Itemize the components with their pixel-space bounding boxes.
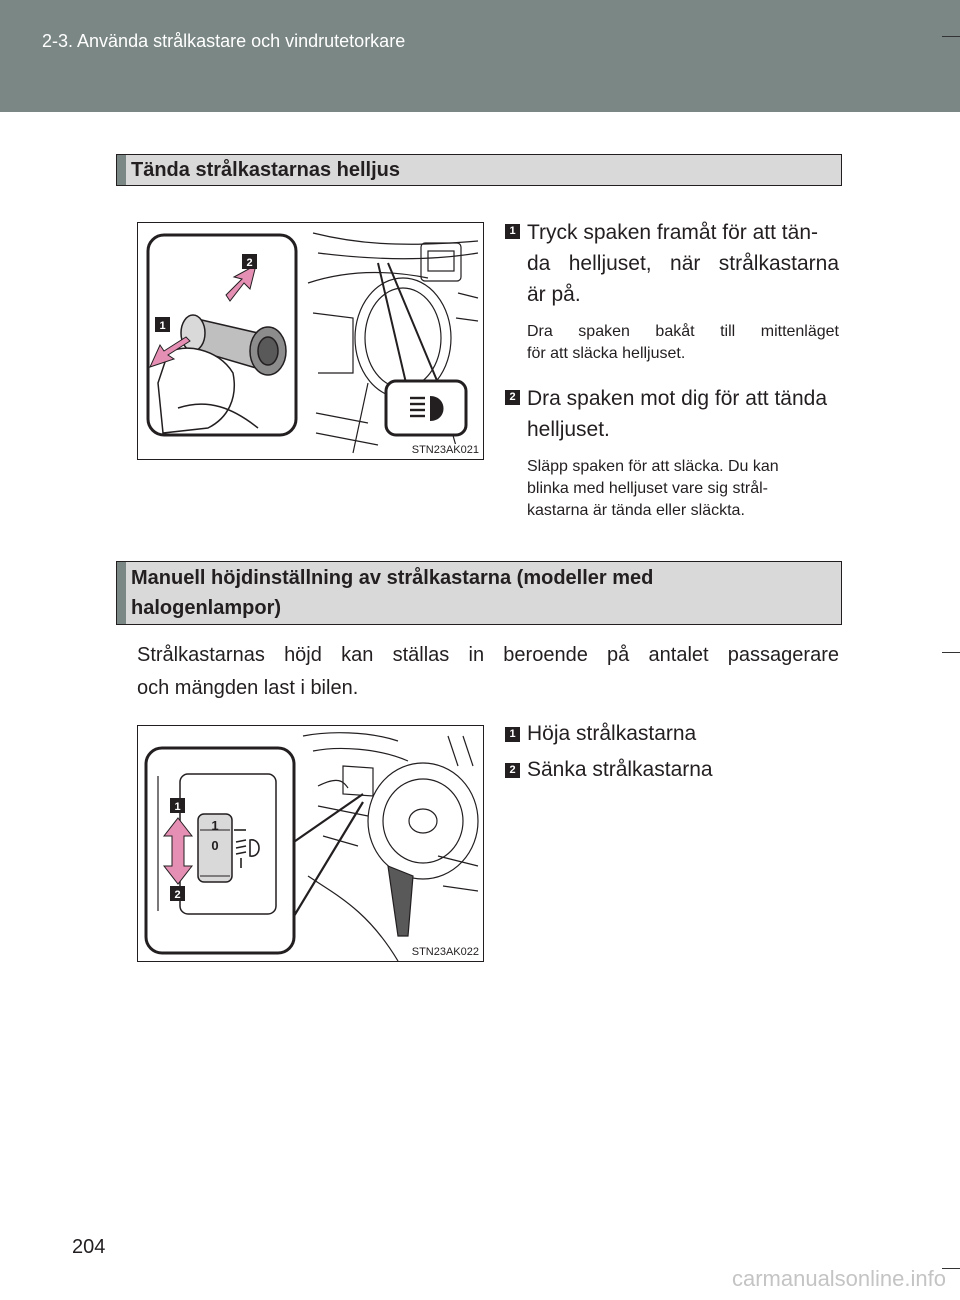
figure-headlight-leveling-dial (137, 725, 484, 962)
figure-label-2: 2 (174, 889, 181, 901)
section-title-bar (116, 561, 842, 625)
step-badge: 2 (505, 763, 520, 778)
watermark: carmanualsonline.info (731, 1266, 946, 1291)
step-text: Dra spaken mot dig för att tända helljuset. (527, 387, 827, 441)
step-note: Dra spaken bakåt till mittenläget för att släcka helljuset. (527, 323, 839, 362)
figure-label-2: 2 (246, 257, 253, 269)
page-header (0, 0, 960, 112)
dial-label-1: 1 (211, 818, 219, 833)
section-title: Tända strålkastarnas helljus (131, 159, 401, 181)
figure-code: STN23AK022 (411, 946, 479, 958)
high-beam-illustration (138, 223, 483, 459)
page-number: 204 (72, 1236, 106, 1258)
section-title-bar (116, 154, 842, 186)
step-badge: 2 (505, 390, 520, 405)
step-text: Höja strålkastarna (527, 722, 697, 745)
body-paragraph: Strålkastarnas höjd kan ställas in beroende på antalet passagerare och mängden last i bilen. (137, 644, 839, 699)
step-note: Släpp spaken för att släcka. Du kan blinka med helljuset vare sig strål- kastarna är tända eller släckta. (527, 458, 779, 519)
figure-high-beam-lever (137, 222, 484, 460)
crop-mark (942, 652, 960, 653)
dial-label-0: 0 (211, 838, 219, 853)
step-text: Sänka strålkastarna (527, 758, 713, 781)
section-title: Manuell höjdinställning av strålkastarna (modeller med halogenlampor) (131, 567, 654, 619)
header-title: 2-3. Använda strålkastare och vindrutetorkare (42, 31, 406, 51)
step-text: Tryck spaken framåt för att tän- da helljuset, när strålkastarna är på. (527, 221, 839, 306)
figure-label-1: 1 (159, 320, 166, 332)
crop-mark (942, 36, 960, 37)
leveling-dial-illustration (138, 726, 483, 961)
figure-code: STN23AK021 (411, 444, 479, 456)
step-badge: 1 (505, 224, 520, 239)
step-badge: 1 (505, 727, 520, 742)
figure-label-1: 1 (174, 801, 181, 813)
